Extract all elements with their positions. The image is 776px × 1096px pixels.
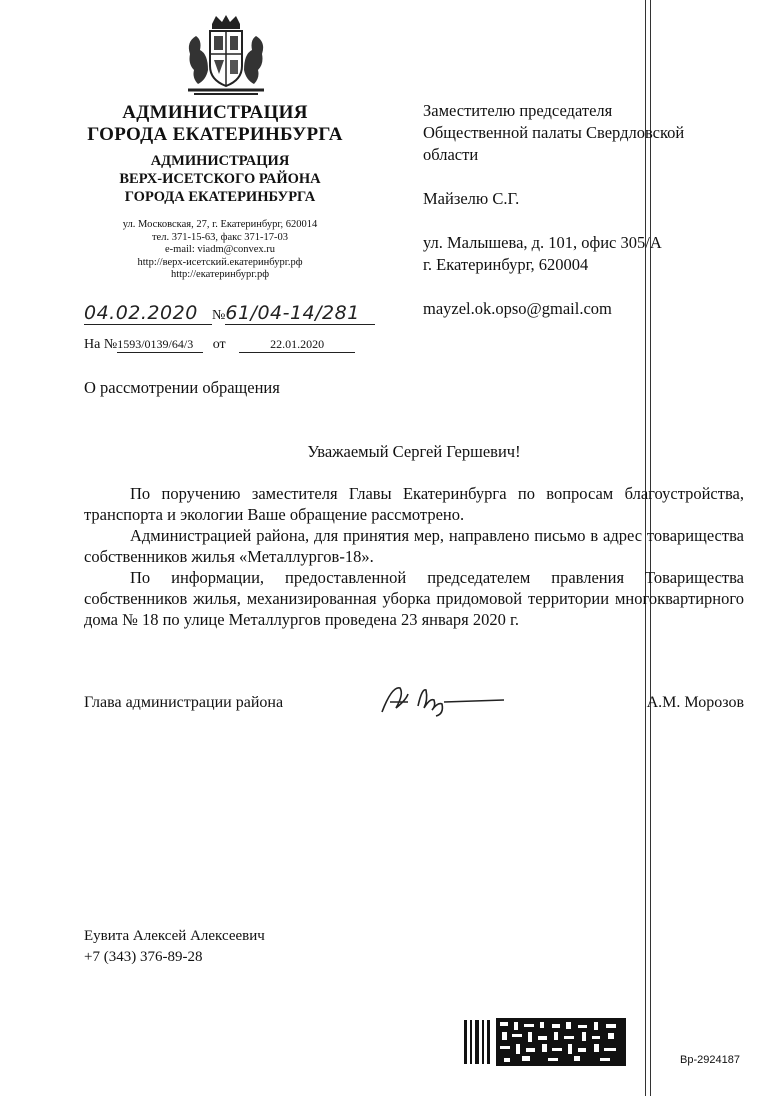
recipient-spacer (423, 166, 763, 188)
reg-no-label: № (212, 308, 226, 323)
contact-email: e-mail: viadm@convex.ru (165, 244, 275, 256)
recipient-block (423, 100, 763, 320)
org-contacts (90, 219, 350, 282)
recipient-line: Общественной палаты Свердловской (423, 123, 685, 142)
subject: О рассмотрении обращения (84, 378, 280, 397)
contact-address: ул. Московская, 27, г. Екатеринбург, 620014 (122, 219, 318, 230)
reg-date: 04.02.2020 (84, 302, 212, 325)
executor-block (84, 926, 265, 968)
org-sub-line1: АДМИНИСТРАЦИЯ (150, 153, 290, 169)
recipient-city: г. Екатеринбург, 620004 (423, 255, 589, 274)
barcode-icon (464, 1016, 634, 1068)
salutation: Уважаемый Сергей Гершевич! (307, 442, 521, 461)
ref-number: 1593/0139/64/3 (117, 337, 203, 353)
recipient-spacer (423, 210, 763, 232)
recipient-spacer (423, 276, 763, 298)
paragraph: По информации, предоставленной председателем правления Товарищества собственников жилья, механизированная уборка придомовой территории многоквартирного дома № 18 по улице Металлургов проведена 23 января 2020 г. (84, 568, 744, 629)
reference-line (84, 337, 355, 353)
ref-label: На № (84, 337, 118, 352)
contact-city-site: http://екатеринбург.рф (170, 269, 270, 281)
reg-number: 61/04-14/281 (225, 302, 375, 325)
executor-phone: +7 (343) 376-89-28 (84, 949, 203, 965)
org-sub (80, 152, 360, 206)
signer-name: А.М. Морозов (646, 694, 744, 711)
org-main-line2: ГОРОДА ЕКАТЕРИНБУРГА (87, 124, 343, 145)
executor-name: Еувита Алексей Алексеевич (84, 928, 265, 944)
paragraph: Администрацией района, для принятия мер, направлено письмо в адрес товарищества собственников жилья «Металлургов-18». (84, 526, 744, 566)
org-main-line1: АДМИНИСТРАЦИЯ (122, 102, 308, 123)
contact-phone: тел. 371-15-63, факс 371-17-03 (151, 231, 289, 243)
recipient-line: Заместителю председателя (423, 101, 613, 120)
handwritten-signature-icon (378, 680, 508, 720)
recipient-address: ул. Малышева, д. 101, офис 305/А (423, 233, 662, 252)
org-main (70, 102, 360, 146)
letter-body (84, 483, 744, 630)
registration-line (84, 302, 375, 325)
ref-from-label: от (212, 337, 226, 352)
ref-date: 22.01.2020 (239, 337, 355, 353)
paragraph: По поручению заместителя Главы Екатеринбурга по вопросам благоустройства, транспорта и экологии Ваше обращение рассмотрено. (84, 484, 744, 524)
org-sub-line2: ВЕРХ-ИСЕТСКОГО РАЙОНА (119, 171, 321, 187)
barcode-id: Вр-2924187 (680, 1054, 740, 1066)
recipient-email: mayzel.ok.opso@gmail.com (423, 299, 612, 318)
contact-site: http://верх-исетский.екатеринбург.рф (137, 256, 303, 268)
org-sub-line3: ГОРОДА ЕКАТЕРИНБУРГА (124, 189, 316, 205)
coat-of-arms-icon (182, 14, 270, 100)
signer-position: Глава администрации района (84, 694, 284, 711)
recipient-line: области (423, 145, 479, 164)
recipient-name: Майзелю С.Г. (423, 189, 520, 208)
